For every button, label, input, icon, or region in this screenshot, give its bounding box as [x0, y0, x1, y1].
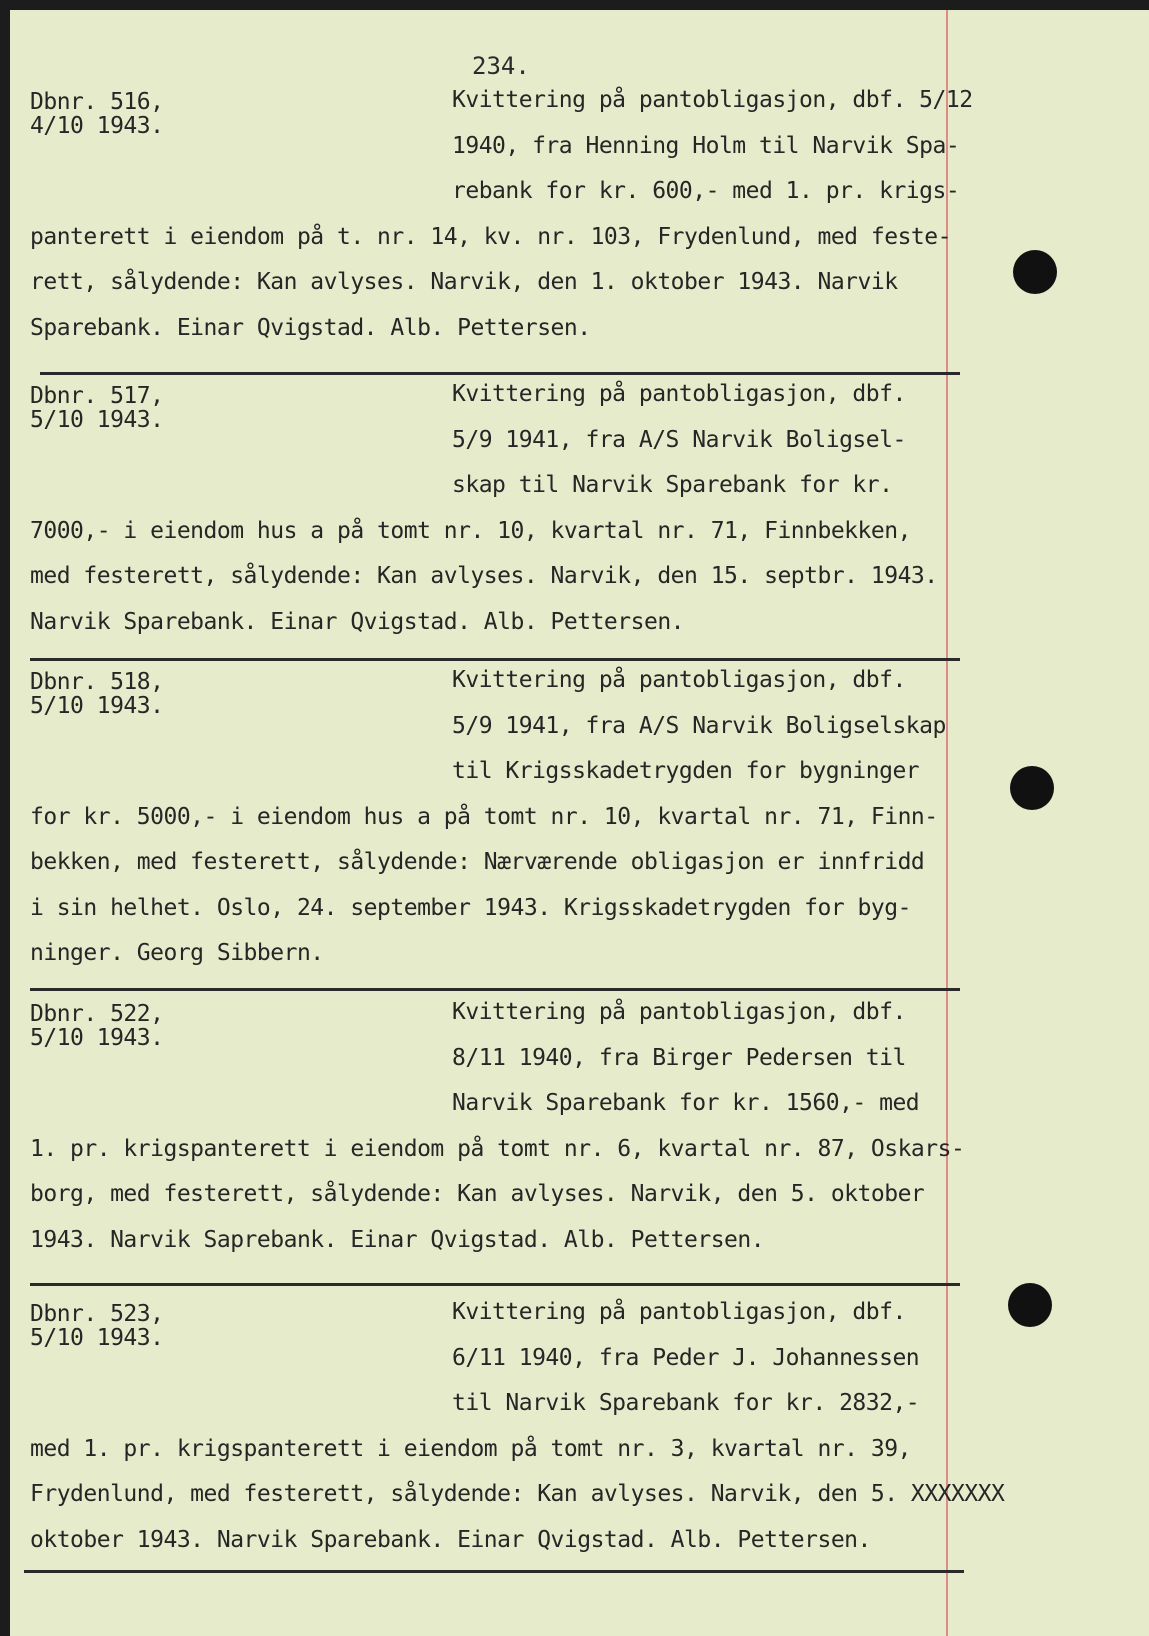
entry-line: Sparebank. Einar Qvigstad. Alb. Pettersen. — [30, 314, 591, 341]
entry-line: 1940, fra Henning Holm til Narvik Spa- — [452, 132, 960, 159]
entry-line: Narvik Sparebank for kr. 1560,- med — [452, 1090, 920, 1116]
punch-hole — [1008, 1283, 1052, 1327]
entry-line: Kvittering på pantobligasjon, dbf. — [452, 667, 906, 693]
entry-line: Frydenlund, med festerett, sålydende: Kan avlyses. Narvik, den 5. XXXXXXX — [30, 1481, 1005, 1507]
entry-text — [30, 78, 990, 351]
dbnr-label: Dbnr. 516, — [30, 89, 164, 115]
dbnr-label: Dbnr. 522, — [30, 1001, 164, 1027]
entry-line: med festerett, sålydende: Kan avlyses. Narvik, den 15. septbr. 1943. — [30, 563, 938, 589]
entry-line: skap til Narvik Sparebank for kr. — [452, 472, 893, 498]
entry-date: 5/10 1943. — [30, 693, 164, 719]
entry-date: 5/10 1943. — [30, 1325, 164, 1351]
dbnr-label: Dbnr. 518, — [30, 669, 164, 695]
entry-text — [30, 372, 990, 645]
page-number: 234. — [472, 52, 530, 80]
entry-line: i sin helhet. Oslo, 24. september 1943. Krigsskadetrygden for byg- — [30, 894, 911, 921]
punch-hole — [1010, 766, 1054, 810]
entry-line: panterett i eiendom på t. nr. 14, kv. nr. 103, Frydenlund, med feste- — [30, 223, 951, 250]
entry-line: ninger. Georg Sibbern. — [30, 940, 324, 966]
entry-line: 7000,- i eiendom hus a på tomt nr. 10, kvartal nr. 71, Finnbekken, — [30, 517, 911, 544]
entry-divider — [24, 1570, 964, 1573]
entry-line: Kvittering på pantobligasjon, dbf. — [452, 1299, 906, 1325]
dbnr-label: Dbnr. 523, — [30, 1301, 164, 1327]
entry-line: Narvik Sparebank. Einar Qvigstad. Alb. Pettersen. — [30, 608, 685, 635]
entry-line: til Krigsskadetrygden for bygninger — [452, 758, 920, 784]
entry-line: 1943. Narvik Saprebank. Einar Qvigstad. Alb. Pettersen. — [30, 1226, 765, 1253]
entry-date: 5/10 1943. — [30, 1025, 164, 1051]
entry-line: Kvittering på pantobligasjon, dbf. 5/12 — [452, 87, 973, 113]
entry-line: 5/9 1941, fra A/S Narvik Boligsel- — [452, 426, 906, 453]
punch-hole — [1013, 250, 1057, 294]
entry-text — [30, 658, 990, 977]
entry-text — [30, 990, 990, 1263]
entry-date: 5/10 1943. — [30, 407, 164, 433]
dbnr-label: Dbnr. 517, — [30, 383, 164, 409]
entry-line: 1. pr. krigspanterett i eiendom på tomt nr. 6, kvartal nr. 87, Oskars- — [30, 1135, 965, 1162]
entry-line: for kr. 5000,- i eiendom hus a på tomt nr. 10, kvartal nr. 71, Finn- — [30, 803, 938, 830]
entry-line: Kvittering på pantobligasjon, dbf. — [452, 999, 906, 1025]
entry-line: borg, med festerett, sålydende: Kan avlyses. Narvik, den 5. oktober — [30, 1181, 925, 1207]
entry-date: 4/10 1943. — [30, 113, 164, 139]
entry-line: 6/11 1940, fra Peder J. Johannessen — [452, 1344, 920, 1371]
entry-line: oktober 1943. Narvik Sparebank. Einar Qvigstad. Alb. Pettersen. — [30, 1526, 871, 1553]
entry-line: med 1. pr. krigspanterett i eiendom på tomt nr. 3, kvartal nr. 39, — [30, 1435, 911, 1462]
entry-line: Kvittering på pantobligasjon, dbf. — [452, 381, 906, 407]
entry-text — [30, 1290, 1005, 1563]
entry-line: 8/11 1940, fra Birger Pedersen til — [452, 1044, 906, 1071]
entry-line: rett, sålydende: Kan avlyses. Narvik, den 1. oktober 1943. Narvik — [30, 269, 898, 295]
entry-divider — [30, 1283, 960, 1286]
entry-line: 5/9 1941, fra A/S Narvik Boligselskap — [452, 712, 946, 739]
entry-line: rebank for kr. 600,- med 1. pr. krigs- — [452, 178, 960, 204]
ledger-page — [10, 10, 1149, 1636]
entry-line: til Narvik Sparebank for kr. 2832,- — [452, 1390, 920, 1416]
entry-line: bekken, med festerett, sålydende: Nærværende obligasjon er innfridd — [30, 849, 925, 875]
